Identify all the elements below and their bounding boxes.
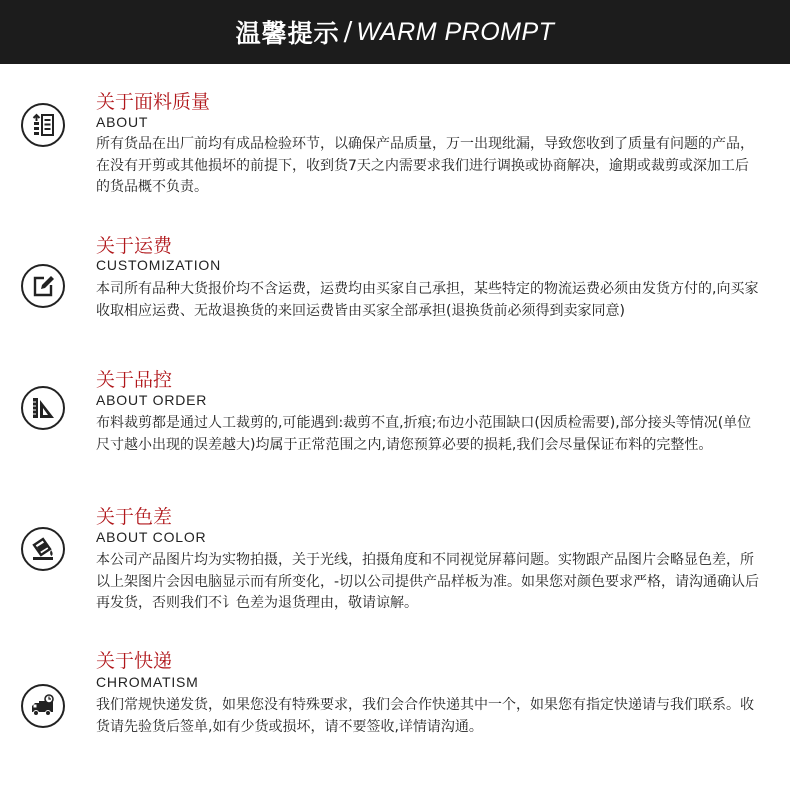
- checklist-icon: [21, 103, 65, 147]
- edit-icon: [21, 264, 65, 308]
- section-body: 所有货品在出厂前均有成品检验环节，以确保产品质量，万一出现纰漏，导致您收到了质量有问题的产品，在没有开剪或其他损坏的前提下，收到货7天之内需要求我们进行调换或协商解决，逾期或裁剪或深加工后的货品概不负责。: [96, 136, 754, 195]
- ruler-triangle-icon: [21, 386, 65, 430]
- section-subtitle: ABOUT ORDER: [96, 392, 208, 408]
- section-body: 本公司产品图片均为实物拍摄，关于光线，拍摄角度和不同视觉屏幕问题。实物跟产品图片会略显色差，所以上架图片会因电脑显示而有所变化，-切以公司提供产品样板为准。如果您对颜色要求严格，请沟通确认后再发货，否则我们不讠色差为退货理由，敬请谅解。: [96, 552, 760, 611]
- section-subtitle: ABOUT COLOR: [96, 529, 207, 545]
- section-subtitle: CUSTOMIZATION: [96, 257, 221, 273]
- header-separator: /: [343, 17, 353, 47]
- section-title: 关于运费: [96, 235, 173, 257]
- section-subtitle: CHROMATISM: [96, 674, 199, 690]
- section-title: 关于面料质量: [96, 91, 211, 113]
- section-title: 关于色差: [96, 506, 173, 528]
- section-body: 我们常规快递发货，如果您没有特殊要求，我们会合作快递其中一个，如果您有指定快递请与我们联系。收货请先验货后签单,如有少货或损坏，请不要签收,详情请沟通。: [96, 697, 754, 735]
- section-title: 关于快递: [96, 650, 173, 672]
- section-title: 关于品控: [96, 369, 173, 391]
- section-body: 布料裁剪都是通过人工裁剪的,可能遇到:裁剪不直,折痕;布边小范围缺口(因质检需要),部分接头等情况(单位尺寸越小出现的误差越大)均属于正常范围之内,请您预算必要的损耗,我们会尽量保证布料的完整性。: [96, 415, 752, 453]
- section-subtitle: ABOUT: [96, 114, 149, 130]
- header-title-cn: 温馨提示: [235, 19, 340, 48]
- section-body: 本司所有品种大货报价均不含运费，运费均由买家自己承担，某些特定的物流运费必须由发货方付的,向买家收取相应运费、无故退换货的来回运费皆由买家全部承担(退换货前必须得到卖家同意): [96, 281, 759, 319]
- header-banner: [0, 0, 790, 64]
- paint-bucket-icon: [21, 527, 65, 571]
- header-title-en: WARM PROMPT: [356, 17, 555, 46]
- delivery-truck-icon: [21, 684, 65, 728]
